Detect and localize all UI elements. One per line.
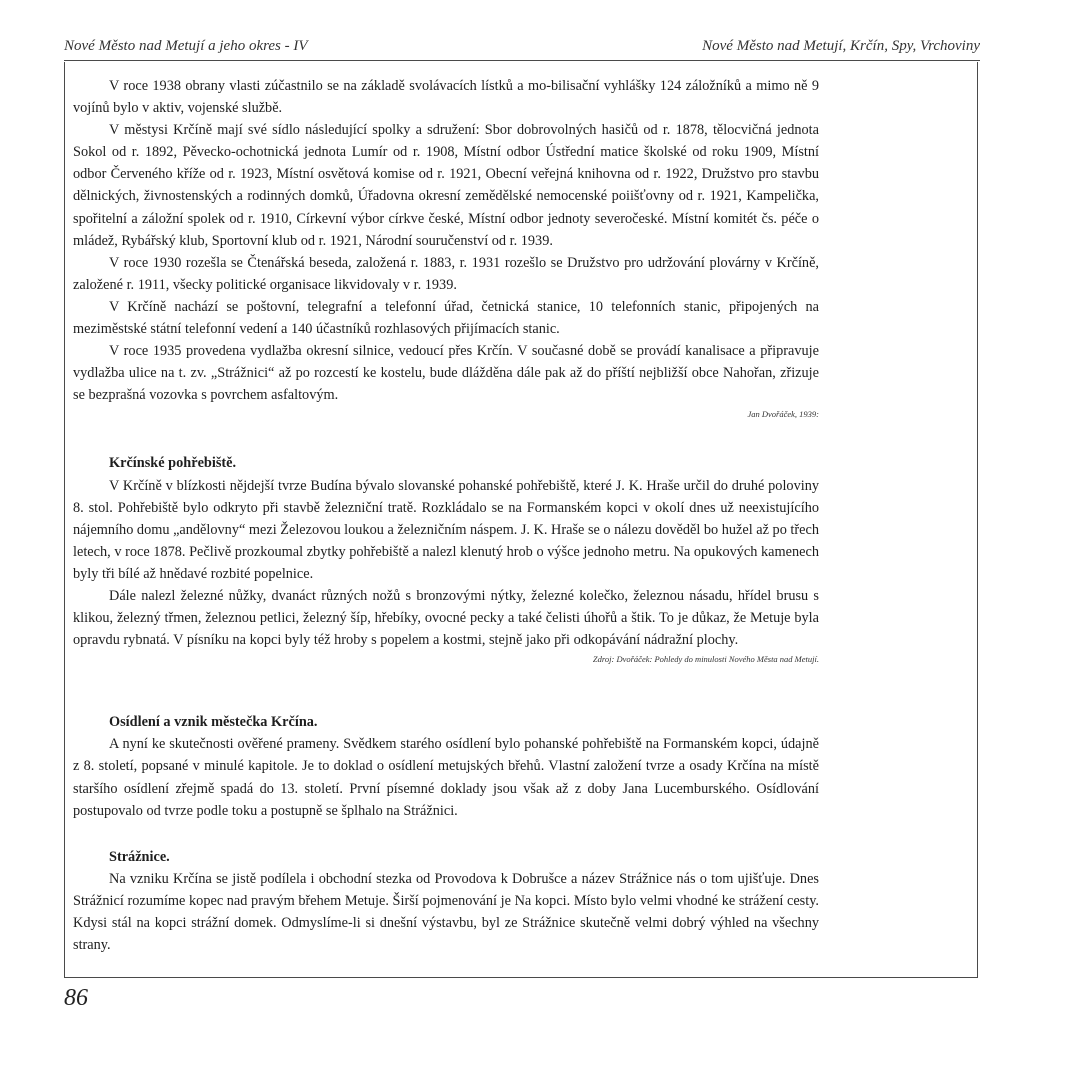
paragraph: V městysi Krčíně mají své sídlo následující spolky a sdružení: Sbor dobrovolných hasičů od r. 1878, tělocvičná jednota Sokol od r. 1892, Pěvecko-ochotnická jednota Lumír od r. 1908, Místní odbor Ústřední matice školské od roku 1909, Místní odbor Červeného kříže od r. 1923, Místní osvětová komise od r. 1921, Obecní veřejná knihovna od r. 1922, Družstvo pro stavbu dělnických, živnostenských a rodinných domků, Úřadovna okresní zemědělské nemocenské poiišťovny od r. 1921, Kampelička, spořitelní a záložní spolek od r. 1910, Církevní výbor církve české, Místní odbor jednoty severočeské. Místní komitét čs. péče o mládež, Rybářský klub, Sportovní klub od r. 1921, Národní souručenství od r. 1939. bbox=[73, 122, 819, 249]
source-citation: Zdroj: Dvořáček: Pohledy do minulosti Nového Města nad Metují. bbox=[592, 654, 819, 665]
paragraph: V Krčíně v blízkosti nějdejší tvrze Budína bývalo slovanské pohanské pohřebiště, které J. K. Hraše určil do druhé poloviny 8. stol. Pohřebiště bylo odkryto při stavbě železniční tratě. Rozkládalo se na Formanském kopci v okolí dnes už neexistujícího nájemního domu „andělovny“ mezi Železovou loukou a železničním náspem. J. K. Hraše se o nálezu dověděl bo hužel až po třech letech, v roce 1878. Pečlivě prozkoumal zbytky pohřebiště a nalezl klenutý hrob o výšce jednoho metru. Na opukových kamenech byly tři bílé až hnědavé rozbité popelnice. bbox=[73, 477, 819, 582]
cemetery-section bbox=[73, 452, 819, 665]
section-heading: Krčínské pohřebiště. bbox=[109, 455, 237, 472]
page-body bbox=[73, 75, 819, 956]
running-head-left: Nové Město nad Metují a jeho okres - IV bbox=[64, 38, 308, 54]
paragraph: V roce 1938 obrany vlasti zúčastnilo se na základě svolávacích lístků a mo-bilisační vyhlášky 124 záložníků a mimo ně 9 vojínů bylo v aktiv, vojenské službě. bbox=[73, 78, 819, 117]
intro-section bbox=[73, 75, 819, 420]
section-heading: Strážnice. bbox=[109, 848, 170, 865]
section-heading: Osídlení a vznik městečka Krčína. bbox=[109, 714, 318, 731]
paragraph: A nyní ke skutečnosti ověřené prameny. Svědkem starého osídlení bylo pohanské pohřebiště na Formanském kopci, údajně z 8. století, popsané v minulé kapitole. Je to doklad o osídlení metujských břehů. Vlastní založení tvrze a osady Krčína na místě staršího osídlení zřejmě spadá do 13. století. První písemné doklady jsou však až z doby Jana Lucemburského. Osídlování postupovalo od tvrze podle toku a postupně se šplhalo na Strážnici. bbox=[73, 736, 819, 819]
settlement-section bbox=[73, 711, 819, 821]
straznice-section bbox=[73, 846, 819, 956]
paragraph: Dále nalezl železné nůžky, dvanáct různých nožů s bronzovými nýtky, železné kolečko, železnou násadu, hřídel brusu s klikou, železný třmen, železnou petlici, železný šíp, hřebíky, ovocné pecky a také čelisti úhořů a štik. To je důkaz, že Metuje byla opravdu rybnatá. V písníku na kopci byly též hroby s popelem a kostmi, stejně jako při odkopávání nádražní plochy. bbox=[73, 587, 819, 649]
header-rule bbox=[64, 60, 980, 61]
running-head bbox=[64, 38, 980, 55]
paragraph: V roce 1935 provedena vydlažba okresní silnice, vedoucí přes Krčín. V současné době se provádí kanalisace a připravuje vydlažba ulice na t. zv. „Strážnici“ až po rozcestí ke kostelu, bude dlážděna dále pak až do příští nejbližší obce Nahořan, zřizuje se bezprašná vozovka s povrchem asfaltovým. bbox=[73, 343, 819, 404]
page-number: 86 bbox=[64, 985, 88, 1011]
paragraph: V roce 1930 rozešla se Čtenářská beseda, založená r. 1883, r. 1931 rozešlo se Družstvo pro udržování plovárny v Krčíně, založené r. 1911, všecky politické organisace likvidovaly v r. 1939. bbox=[73, 254, 819, 293]
running-head-right: Nové Město nad Metují, Krčín, Spy, Vrchoviny bbox=[702, 38, 980, 54]
paragraph: V Krčíně nachází se poštovní, telegrafní a telefonní úřad, četnická stanice, 10 telefonních stanic, připojených na meziměstské státní telefonní vedení a 140 účastníků rozhlasových přijímacích stanic. bbox=[73, 298, 819, 338]
source-citation: Jan Dvořáček, 1939: bbox=[747, 409, 819, 420]
paragraph: Na vzniku Krčína se jistě podílela i obchodní stezka od Provodova k Dobrušce a název Strážnice nás o tom ujišťuje. Dnes Strážnicí rozumíme kopec nad pravým břehem Metuje. Širší pojmenování je Na kopci. Místo bylo velmi vhodné ke strážení cesty. Kdysi stál na kopci strážní domek. Odmyslíme-li si dnešní výstavbu, byl ze Strážnice skutečně velmi dobrý výhled na všechny strany. bbox=[73, 870, 819, 954]
